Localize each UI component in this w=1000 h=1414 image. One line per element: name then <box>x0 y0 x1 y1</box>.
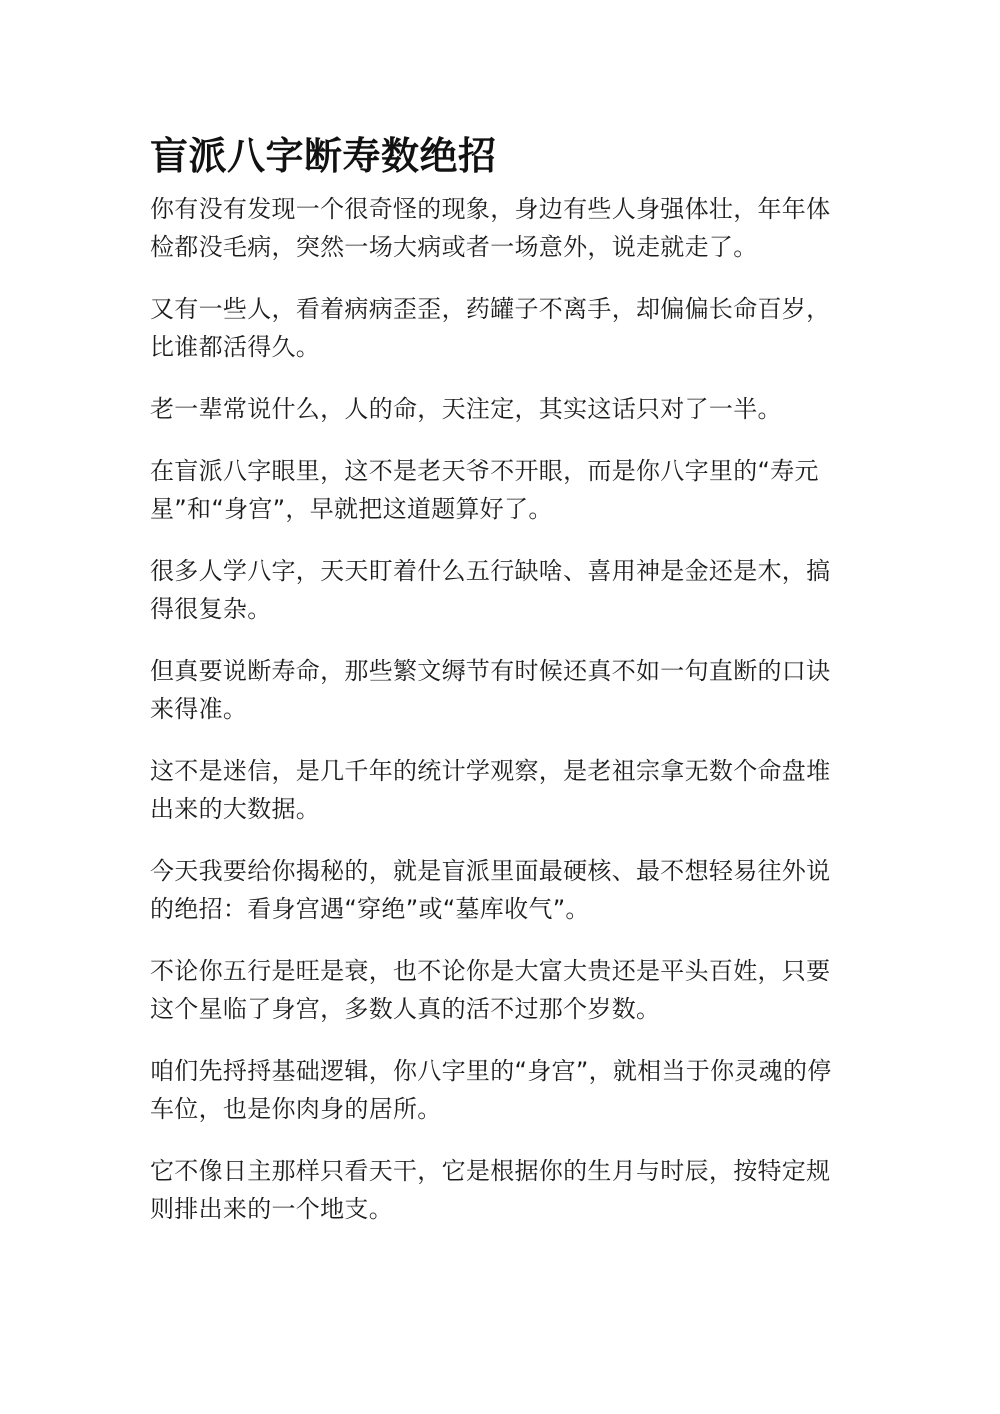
paragraph-1: 你有没有发现一个很奇怪的现象，身边有些人身强体壮，年年体检都没毛病，突然一场大病或者一场意外，说走就走了。 <box>150 195 831 261</box>
article-title: 盲派八字断寿数绝招 <box>150 134 497 178</box>
paragraph-2: 又有一些人，看着病病歪歪，药罐子不离手，却偏偏长命百岁，比谁都活得久。 <box>150 295 831 361</box>
paragraph-9: 不论你五行是旺是衰，也不论你是大富大贵还是平头百姓，只要这个星临了身宫，多数人真的活不过那个岁数。 <box>150 957 831 1023</box>
paragraph-4: 在盲派八字眼里，这不是老天爷不开眼，而是你八字里的“寿元星”和“身宫”，早就把这道题算好了。 <box>150 457 819 523</box>
paragraph-3: 老一辈常说什么，人的命，天注定，其实这话只对了一半。 <box>150 395 782 423</box>
paragraph-6: 但真要说断寿命，那些繁文缛节有时候还真不如一句直断的口诀来得准。 <box>150 657 831 723</box>
paragraph-7: 这不是迷信，是几千年的统计学观察，是老祖宗拿无数个命盘堆出来的大数据。 <box>150 757 831 823</box>
paragraph-8: 今天我要给你揭秘的，就是盲派里面最硬核、最不想轻易往外说的绝招：看身宫遇“穿绝”或“墓库收气”。 <box>150 857 831 923</box>
paragraph-5: 很多人学八字，天天盯着什么五行缺啥、喜用神是金还是木，搞得很复杂。 <box>150 557 831 623</box>
paragraph-11: 它不像日主那样只看天干，它是根据你的生月与时辰，按特定规则排出来的一个地支。 <box>150 1157 831 1223</box>
paragraph-10: 咱们先捋捋基础逻辑，你八字里的“身宫”，就相当于你灵魂的停车位，也是你肉身的居所。 <box>150 1057 832 1123</box>
article <box>150 128 850 1252</box>
